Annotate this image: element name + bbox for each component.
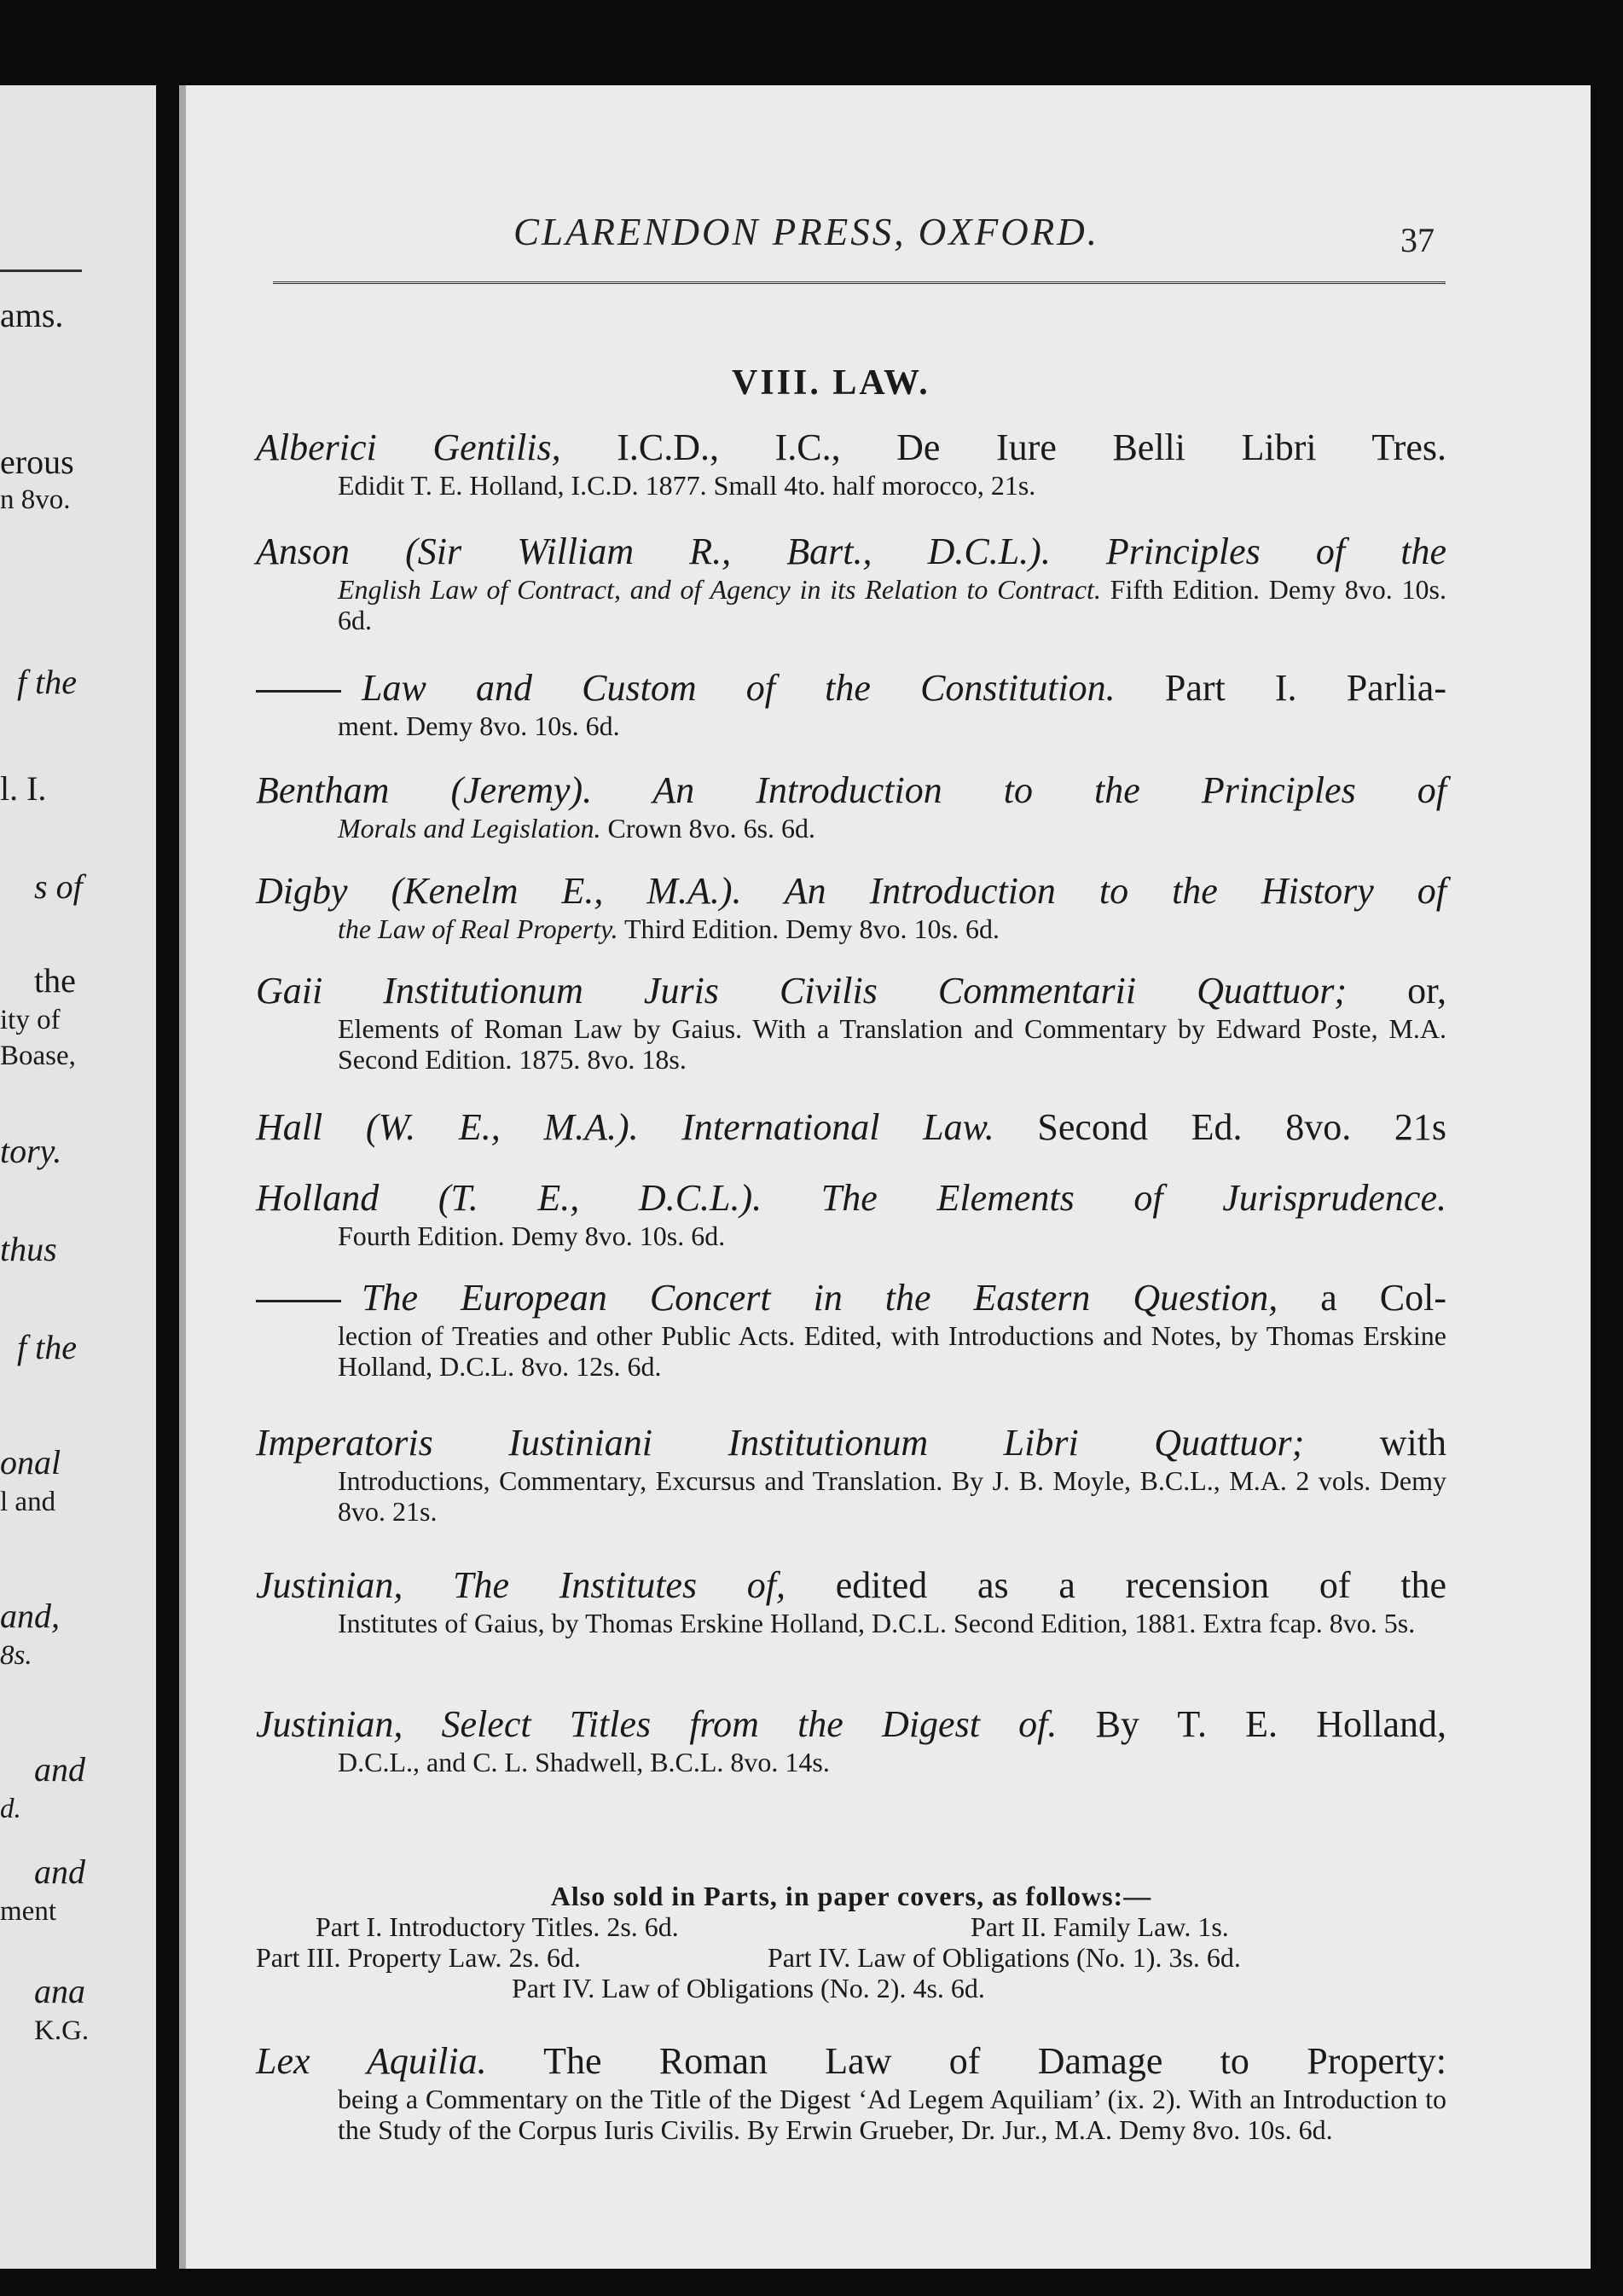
entry-detail: Fourth Edition. Demy 8vo. 10s. 6d. (338, 1220, 726, 1251)
entry-title: Imperatoris Iustiniani Institutionum Libri Quattuor; (256, 1422, 1305, 1464)
running-head: CLARENDON PRESS, OXFORD. (513, 211, 1099, 253)
entry-detail-italic: English Law of Contract, and of Agency in its Relation to Contract. (338, 574, 1101, 605)
parts-row (256, 1942, 1446, 1973)
previous-page-edge (0, 85, 156, 2269)
prev-fragment: f the (17, 1328, 77, 1366)
catalogue-entry (256, 768, 1446, 844)
ditto-dash (256, 1300, 341, 1302)
parts-title: Also sold in Parts, in paper covers, as follows:— (550, 1881, 1152, 1911)
prev-fragment: thus (0, 1230, 57, 1268)
entry-detail: Edidit T. E. Holland, I.C.D. 1877. Small 4to. half morocco, 21s. (338, 470, 1036, 501)
entry-detail: D.C.L., and C. L. Shadwell, B.C.L. 8vo. 14s. (338, 1747, 830, 1777)
entry-title-roman: or, (1347, 970, 1446, 1012)
page-number: 37 (1400, 221, 1435, 259)
entry-title: The European Concert in the Eastern Question, (362, 1277, 1278, 1319)
page-edge-shadow (179, 85, 186, 2269)
catalogue-entry (256, 2038, 1446, 2145)
entry-detail: Elements of Roman Law by Gaius. With a Translation and Commentary by Edward Poste, M.A. Second Edition. 1875. 8vo. 18s. (338, 1013, 1446, 1075)
entry-detail: being a Commentary on the Title of the Digest ‘Ad Legem Aquiliam’ (ix. 2). With an Introduction to the Study of the Corpus Iuris Civilis. By Erwin Grueber, Dr. Jur., M.A. Demy 8vo. 10s. 6d. (338, 2084, 1446, 2145)
entry-title-roman: By T. E. Holland, (1057, 1703, 1447, 1745)
prev-fragment: l. I. (0, 769, 47, 808)
entry-title-roman: Second Ed. 8vo. 21s (994, 1106, 1446, 1148)
entry-title-roman: with (1304, 1422, 1446, 1464)
entry-title-roman: Part I. Parlia- (1115, 667, 1446, 709)
prev-fragment: erous (0, 443, 74, 481)
catalogue-entry (256, 665, 1446, 741)
catalogue-entry (256, 1420, 1446, 1527)
part-item: Part I. Introductory Titles. 2s. 6d. (316, 1911, 679, 1942)
catalogue-entry (256, 1702, 1446, 1777)
prev-fragment: ity of (0, 1005, 61, 1035)
part-item: Part IV. Law of Obligations (No. 2). 4s. 6d. (512, 1973, 985, 2003)
parts-row (256, 1973, 1446, 2003)
entry-title: Alberici Gentilis, (256, 426, 561, 468)
parts-list (256, 1881, 1446, 2003)
previous-page-rule (0, 270, 82, 272)
entry-title-roman: I.C.D., I.C., De Iure Belli Libri Tres. (560, 426, 1446, 468)
entry-title: Law and Custom of the Constitution. (362, 667, 1116, 709)
prev-fragment: Boase, (0, 1041, 76, 1071)
entry-detail: Crown 8vo. 6s. 6d. (600, 813, 816, 844)
entry-detail: lection of Treaties and other Public Acts. Edited, with Introductions and Notes, by Thomas Erskine Holland, D.C.L. 8vo. 12s. 6d. (338, 1320, 1446, 1382)
entry-title: Justinian, Select Titles from the Digest of. (256, 1703, 1058, 1745)
part-item: Part III. Property Law. 2s. 6d. (256, 1942, 581, 1973)
prev-fragment: and (34, 1750, 85, 1789)
entry-detail: Introductions, Commentary, Excursus and Translation. By J. B. Moyle, B.C.L., M.A. 2 vols. Demy 8vo. 21s. (338, 1465, 1446, 1527)
prev-fragment: tory. (0, 1132, 62, 1170)
prev-fragment: ana (34, 1972, 85, 2010)
prev-fragment: the (34, 961, 76, 1000)
prev-fragment: s of (34, 867, 83, 906)
prev-fragment: 8s. (0, 1640, 32, 1671)
part-item: Part II. Family Law. 1s. (971, 1911, 1229, 1942)
entry-title: Justinian, The Institutes of, (256, 1564, 786, 1606)
entry-title-roman: a Col- (1278, 1277, 1446, 1319)
entry-title: Anson (Sir William R., Bart., D.C.L.). Principles of the (256, 531, 1446, 572)
catalogue-entry (256, 1275, 1446, 1382)
entry-title: Bentham (Jeremy). An Introduction to the Principles of (256, 769, 1446, 811)
catalogue-page (179, 85, 1591, 2269)
prev-fragment: d. (0, 1794, 21, 1824)
entry-title-roman: The Roman Law of Damage to Property: (486, 2040, 1446, 2082)
entry-detail-italic: the Law of Real Property. (338, 913, 618, 944)
prev-fragment: n 8vo. (0, 484, 71, 515)
entry-detail: Third Edition. Demy 8vo. 10s. 6d. (617, 913, 1000, 944)
prev-fragment: K.G. (34, 2015, 90, 2046)
parts-row (256, 1911, 1446, 1942)
catalogue-entry (256, 968, 1446, 1075)
prev-fragment: ams. (0, 296, 64, 334)
entry-title: Hall (W. E., M.A.). International Law. (256, 1106, 994, 1148)
prev-fragment: and, (0, 1597, 60, 1635)
entry-title: Gaii Institutionum Juris Civilis Commentarii Quattuor; (256, 970, 1348, 1012)
prev-fragment: f the (17, 663, 77, 701)
catalogue-entry (256, 529, 1446, 635)
entry-title: Lex Aquilia. (256, 2040, 487, 2082)
header-rule (273, 281, 1446, 286)
prev-fragment: ment (0, 1896, 56, 1927)
ditto-dash (256, 690, 341, 693)
entry-detail: Institutes of Gaius, by Thomas Erskine Holland, D.C.L. Second Edition, 1881. Extra fcap. 8vo. 5s. (338, 1608, 1416, 1638)
prev-fragment: and (34, 1852, 85, 1891)
catalogue-entry (256, 1563, 1446, 1638)
entry-title-roman: edited as a recension of the (785, 1564, 1446, 1606)
section-title: VIII. LAW. (732, 363, 930, 403)
part-item: Part IV. Law of Obligations (No. 1). 3s. 6d. (768, 1942, 1241, 1973)
catalogue-entry (256, 1105, 1446, 1150)
catalogue-entry (256, 1175, 1446, 1251)
entry-detail: ment. Demy 8vo. 10s. 6d. (338, 710, 620, 741)
entry-detail: Fifth Edition. Demy 8vo. 10s. 6d. (338, 574, 1447, 635)
prev-fragment: l and (0, 1487, 56, 1517)
entry-title: Holland (T. E., D.C.L.). The Elements of Jurisprudence. (256, 1177, 1446, 1219)
entry-detail-italic: Morals and Legislation. (338, 813, 601, 844)
catalogue-entry (256, 868, 1446, 944)
catalogue-entry (256, 425, 1446, 501)
prev-fragment: onal (0, 1443, 61, 1481)
entry-title: Digby (Kenelm E., M.A.). An Introduction to the History of (256, 870, 1446, 912)
